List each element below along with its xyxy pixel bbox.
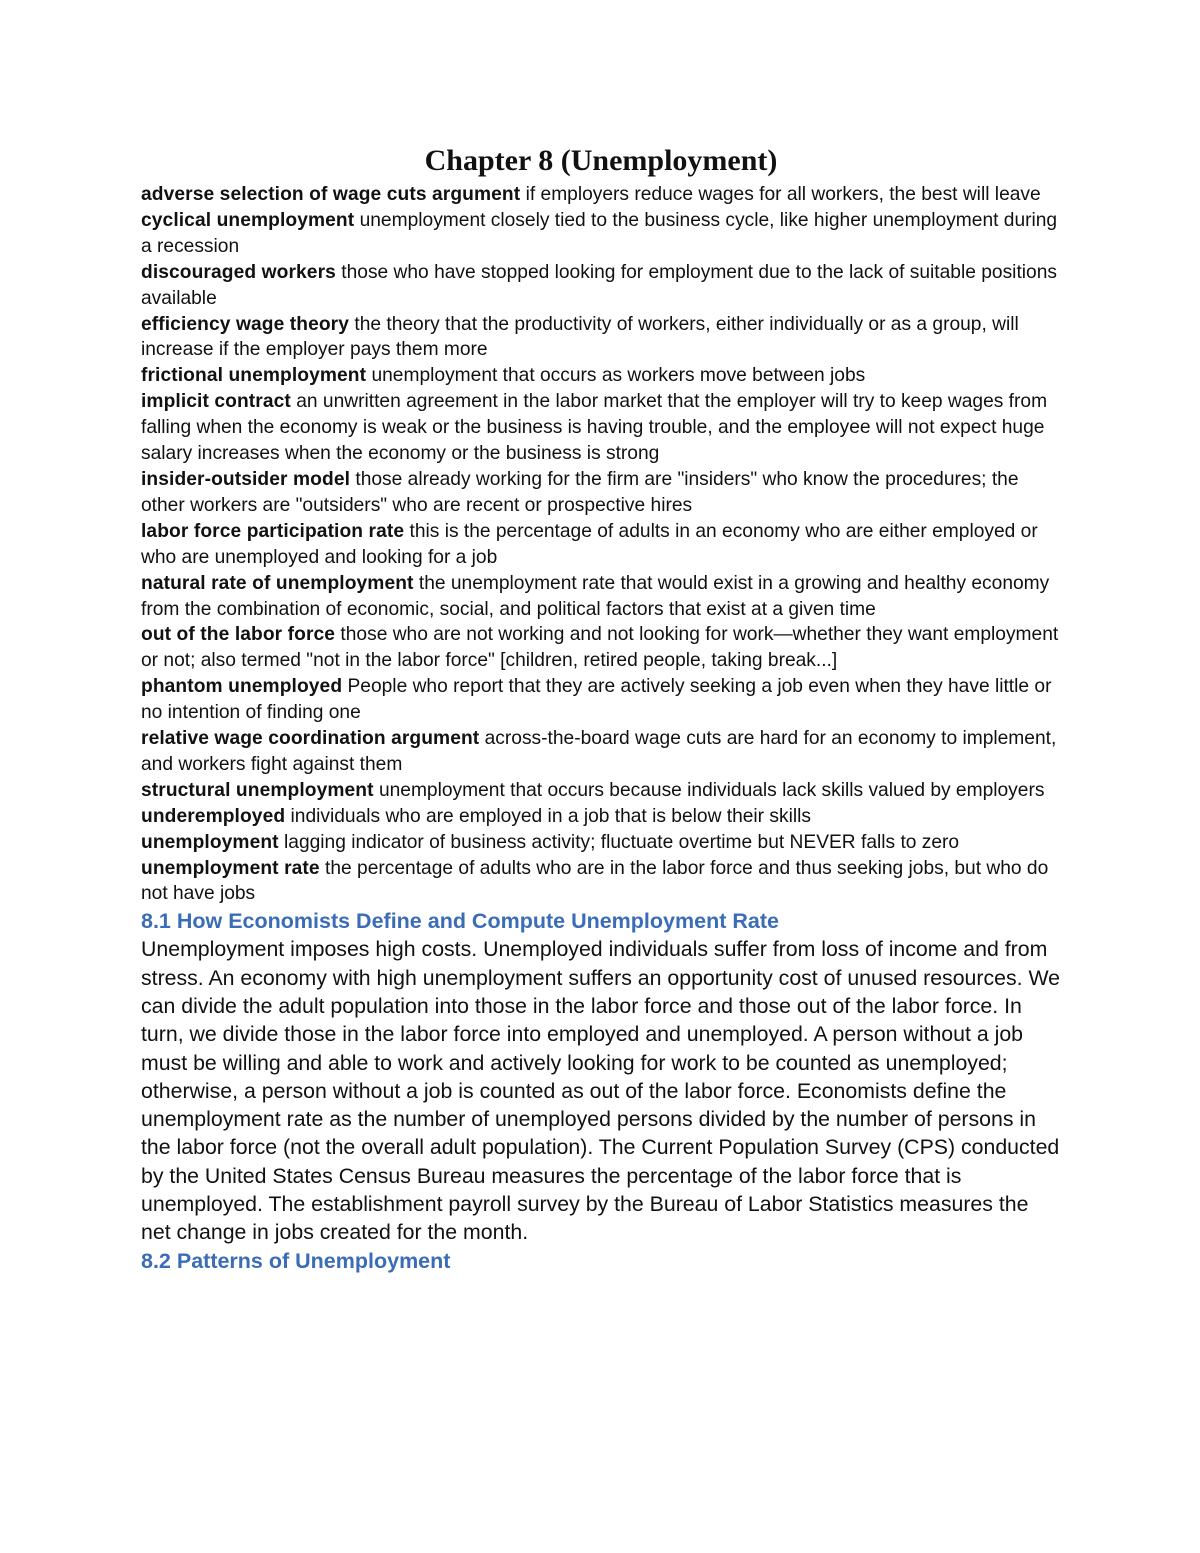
glossary-entry — [141, 804, 1061, 830]
glossary-entry — [141, 208, 1061, 260]
glossary-definition: the percentage of adults who are in the labor force and thus seeking jobs, but who do not have jobs — [141, 857, 1049, 905]
glossary-term: frictional unemployment — [141, 365, 367, 387]
glossary-term: structural unemployment — [141, 779, 374, 801]
glossary-definition: lagging indicator of business activity; fluctuate overtime but NEVER falls to zero — [284, 831, 960, 853]
glossary-definition: unemployment that occurs as workers move between jobs — [371, 365, 866, 387]
section-8-1-paragraph: Unemployment imposes high costs. Unemployed individuals suffer from loss of income and from stress. An economy with high unemployment suffers an opportunity cost of unused resources. We can divide the adult population into those in the labor force and those out of the labor force. In turn, we divide those in the labor force into employed and unemployed. A person without a job must be willing and able to work and actively looking for work to be counted as unemployed; otherwise, a person without a job is counted as out of the labor force. Economists define the unemployment rate as the number of unemployed persons divided by the number of persons in the labor force (not the overall adult population). The Current Population Survey (CPS) conducted by the United States Census Bureau measures the percentage of the labor force that is unemployed. The establishment payroll survey by the Bureau of Labor Statistics measures the net change in jobs created for the month. — [141, 937, 1061, 1245]
glossary-entry — [141, 674, 1061, 726]
glossary-term: adverse selection of wage cuts argument — [141, 184, 521, 205]
glossary-definition: individuals who are employed in a job that is below their skills — [290, 805, 811, 827]
glossary-entry — [141, 726, 1061, 778]
glossary-term: insider-outsider model — [141, 468, 351, 490]
section-heading-8-2: 8.2 Patterns of Unemployment — [141, 1248, 451, 1273]
glossary-definition: an unwritten agreement in the labor market that the employer will try to keep wages from falling when the economy is weak or the business is having trouble, and the employee will not expect huge salary increases when the economy or the business is strong — [141, 391, 1048, 465]
glossary-entry — [141, 182, 1061, 208]
glossary-term: natural rate of unemployment — [141, 572, 414, 594]
glossary-term: unemployment rate — [141, 857, 320, 879]
glossary-entry — [141, 571, 1061, 623]
page-content — [141, 140, 1061, 1275]
glossary-definition: if employers reduce wages for all workers, the best will leave — [525, 184, 1041, 205]
glossary-definition: the unemployment rate that would exist in a growing and healthy economy from the combination of economic, social, and political factors that exist at a given time — [141, 572, 1050, 620]
glossary-entry — [141, 389, 1061, 467]
glossary-term: cyclical unemployment — [141, 209, 355, 231]
glossary-term: underemployed — [141, 805, 286, 827]
glossary-entry — [141, 312, 1061, 364]
glossary-entry — [141, 260, 1061, 312]
glossary-entry — [141, 467, 1061, 519]
glossary-term: phantom unemployed — [141, 676, 343, 698]
section-heading-8-1: 8.1 How Economists Define and Compute Unemployment Rate — [141, 909, 779, 934]
glossary-term: out of the labor force — [141, 624, 336, 646]
glossary-definition: those who are not working and not looking for work—whether they want employment or not; also termed "not in the labor force" [children, retired people, taking break...] — [141, 624, 1059, 672]
glossary-definition: across-the-board wage cuts are hard for an economy to implement, and workers fight against them — [141, 728, 1057, 775]
glossary-definition: this is the percentage of adults in an economy who are either employed or who are unemployed and looking for a job — [141, 520, 1038, 568]
glossary-entry — [141, 622, 1061, 674]
glossary-definition: those already working for the firm are "insiders" who know the procedures; the other workers are "outsiders" who are recent or prospective hires — [141, 468, 1019, 516]
glossary-definition: unemployment that occurs because individuals lack skills valued by employers — [378, 779, 1045, 801]
glossary-term: discouraged workers — [141, 261, 336, 283]
glossary-term: implicit contract — [141, 391, 291, 413]
glossary-term: efficiency wage theory — [141, 313, 350, 335]
glossary-term: unemployment — [141, 831, 279, 853]
glossary-entry — [141, 830, 1061, 856]
glossary-definition: unemployment closely tied to the business cycle, like higher unemployment during a recession — [141, 209, 1058, 257]
glossary-entry — [141, 856, 1061, 908]
glossary-definition: those who have stopped looking for employment due to the lack of suitable positions available — [141, 261, 1057, 309]
glossary-entry — [141, 778, 1061, 804]
glossary-entry — [141, 363, 1061, 389]
glossary-list — [141, 182, 1061, 907]
chapter-title: Chapter 8 (Unemployment) — [424, 144, 778, 177]
glossary-definition: the theory that the productivity of workers, either individually or as a group, will increase if the employer pays them more — [141, 313, 1019, 361]
glossary-term: labor force participation rate — [141, 520, 405, 542]
glossary-definition: People who report that they are actively seeking a job even when they have little or no intention of finding one — [141, 676, 1052, 724]
glossary-term: relative wage coordination argument — [141, 728, 480, 750]
glossary-entry — [141, 519, 1061, 571]
